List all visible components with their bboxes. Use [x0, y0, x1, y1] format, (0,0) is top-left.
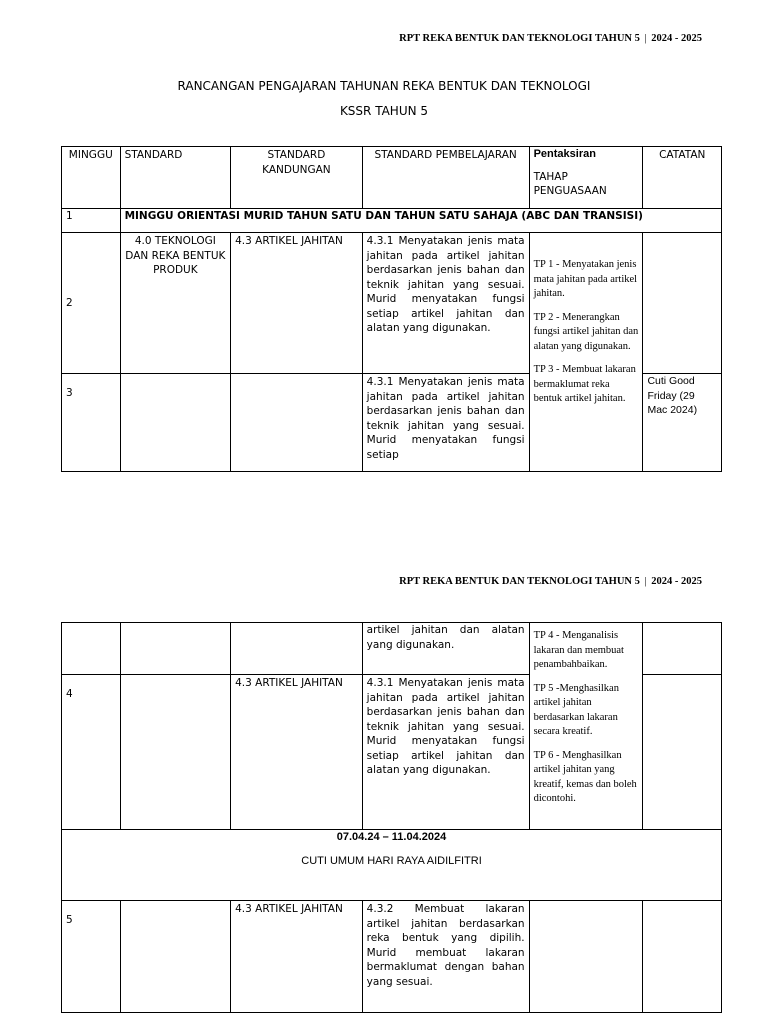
- header-left: RPT REKA BENTUK DAN TEKNOLOGI TAHUN 5: [399, 576, 640, 587]
- holiday-cell: [62, 830, 722, 901]
- standard-cell: [120, 623, 231, 675]
- holiday-row: [62, 830, 722, 901]
- header-right: 2024 - 2025: [651, 576, 702, 587]
- table-row: [62, 209, 722, 233]
- pentaksiran-label: Pentaksiran: [533, 148, 596, 160]
- pentaksiran-cell: [529, 623, 643, 830]
- rpt-table-page2: [61, 622, 722, 1013]
- catatan-cell: [643, 374, 722, 472]
- header-left: RPT REKA BENTUK DAN TEKNOLOGI TAHUN 5: [399, 33, 640, 44]
- col-header-standard: STANDARD: [120, 147, 231, 209]
- holiday-date: 07.04.24 – 11.04.2024: [336, 831, 447, 843]
- pembelajaran-cell: 4.3.2 Membuat lakaran artikel jahitan berdasarkan reka bentuk yang dipilih. Murid membuat lakaran bermaklumat dengan bahan yang sesuai.: [362, 901, 529, 1013]
- standard-cell: [120, 675, 231, 830]
- header-separator: |: [644, 576, 647, 587]
- week-cell: [62, 623, 121, 675]
- col-header-catatan: CATATAN: [643, 147, 722, 209]
- pembelajaran-cell: 4.3.1 Menyatakan jenis mata jahitan pada artikel jahitan berdasarkan jenis bahan dan teknik jahitan yang sesuai. Murid menyatakan fungsi setiap: [362, 374, 529, 472]
- col-header-pembelajaran: STANDARD PEMBELAJARAN: [362, 147, 529, 209]
- catatan-line: Cuti Good: [647, 375, 695, 387]
- header-right: 2024 - 2025: [651, 33, 702, 44]
- tp4-text: TP 4 - Menganalisis lakaran dan membuat penambahbaikan.: [533, 630, 624, 670]
- week-cell: 5: [62, 901, 121, 1013]
- header-separator: |: [644, 33, 647, 44]
- kandungan-cell: [231, 623, 363, 675]
- tp6-text: TP 6 - Menghasilkan artikel jahitan yang kreatif, kemas dan boleh dicontohi.: [533, 749, 637, 804]
- page-header: [399, 33, 702, 44]
- table-row: [62, 901, 722, 1013]
- catatan-cell: [643, 233, 722, 374]
- catatan-line: Friday (29: [647, 389, 695, 402]
- doc-subtitle: KSSR TAHUN 5: [339, 104, 429, 118]
- kandungan-cell: 4.3 ARTIKEL JAHITAN: [231, 233, 363, 374]
- pentaksiran-cell: [529, 233, 643, 472]
- tp5-text: TP 5 -Menghasilkan artikel jahitan berdasarkan lakaran secara kreatif.: [533, 682, 619, 737]
- standard-cell: [120, 901, 231, 1013]
- kandungan-cell: [231, 374, 363, 472]
- week-cell: 2: [62, 233, 121, 374]
- catatan-cell: [643, 901, 722, 1013]
- col-header-kandungan: STANDARD KANDUNGAN: [231, 147, 363, 209]
- pembelajaran-cell: 4.3.1 Menyatakan jenis mata jahitan pada artikel jahitan berdasarkan jenis bahan dan teknik jahitan yang sesuai. Murid menyatakan fungsi setiap artikel jahitan dan alatan yang digunakan.: [362, 675, 529, 830]
- doc-title: RANCANGAN PENGAJARAN TAHUNAN REKA BENTUK DAN TEKNOLOGI: [177, 79, 591, 93]
- standard-cell: 4.0 TEKNOLOGI DAN REKA BENTUK PRODUK: [120, 233, 231, 374]
- week-cell: 1: [62, 209, 121, 233]
- table-row: [62, 623, 722, 675]
- col-header-pentaksiran: [529, 147, 643, 209]
- kandungan-cell: 4.3 ARTIKEL JAHITAN: [231, 901, 363, 1013]
- kandungan-cell: 4.3 ARTIKEL JAHITAN: [231, 675, 363, 830]
- catatan-cell: [643, 623, 722, 675]
- pentaksiran-cell: [529, 901, 643, 1013]
- pembelajaran-cell: 4.3.1 Menyatakan jenis mata jahitan pada artikel jahitan berdasarkan jenis bahan dan teknik jahitan yang sesuai. Murid menyatakan fungsi setiap artikel jahitan dan alatan yang digunakan.: [362, 233, 529, 374]
- tp1-text: TP 1 - Menyatakan jenis mata jahitan pada artikel jahitan.: [533, 259, 638, 299]
- col-header-minggu: MINGGU: [62, 147, 121, 209]
- week-cell: 4: [62, 675, 121, 830]
- table-row: [62, 233, 722, 374]
- pentaksiran-sublabel: TAHAP PENGUASAAN: [533, 170, 607, 197]
- tp2-text: TP 2 - Menerangkan fungsi artikel jahitan dan alatan yang digunakan.: [533, 311, 639, 352]
- rpt-table-page1: [61, 146, 722, 472]
- standard-cell: [120, 374, 231, 472]
- section-title: MINGGU ORIENTASI MURID TAHUN SATU DAN TAHUN SATU SAHAJA (ABC DAN TRANSISI): [120, 209, 721, 233]
- table-header-row: [62, 147, 722, 209]
- catatan-line: Mac 2024): [647, 404, 698, 416]
- holiday-label: CUTI UMUM HARI RAYA AIDILFITRI: [301, 854, 482, 867]
- week-cell: 3: [62, 374, 121, 472]
- pembelajaran-cell: artikel jahitan dan alatan yang digunakan.: [362, 623, 529, 675]
- page-header-2: [399, 576, 702, 587]
- tp3-text: TP 3 - Membuat lakaran bermaklumat reka bentuk artikel jahitan.: [533, 364, 636, 404]
- catatan-cell: [643, 675, 722, 830]
